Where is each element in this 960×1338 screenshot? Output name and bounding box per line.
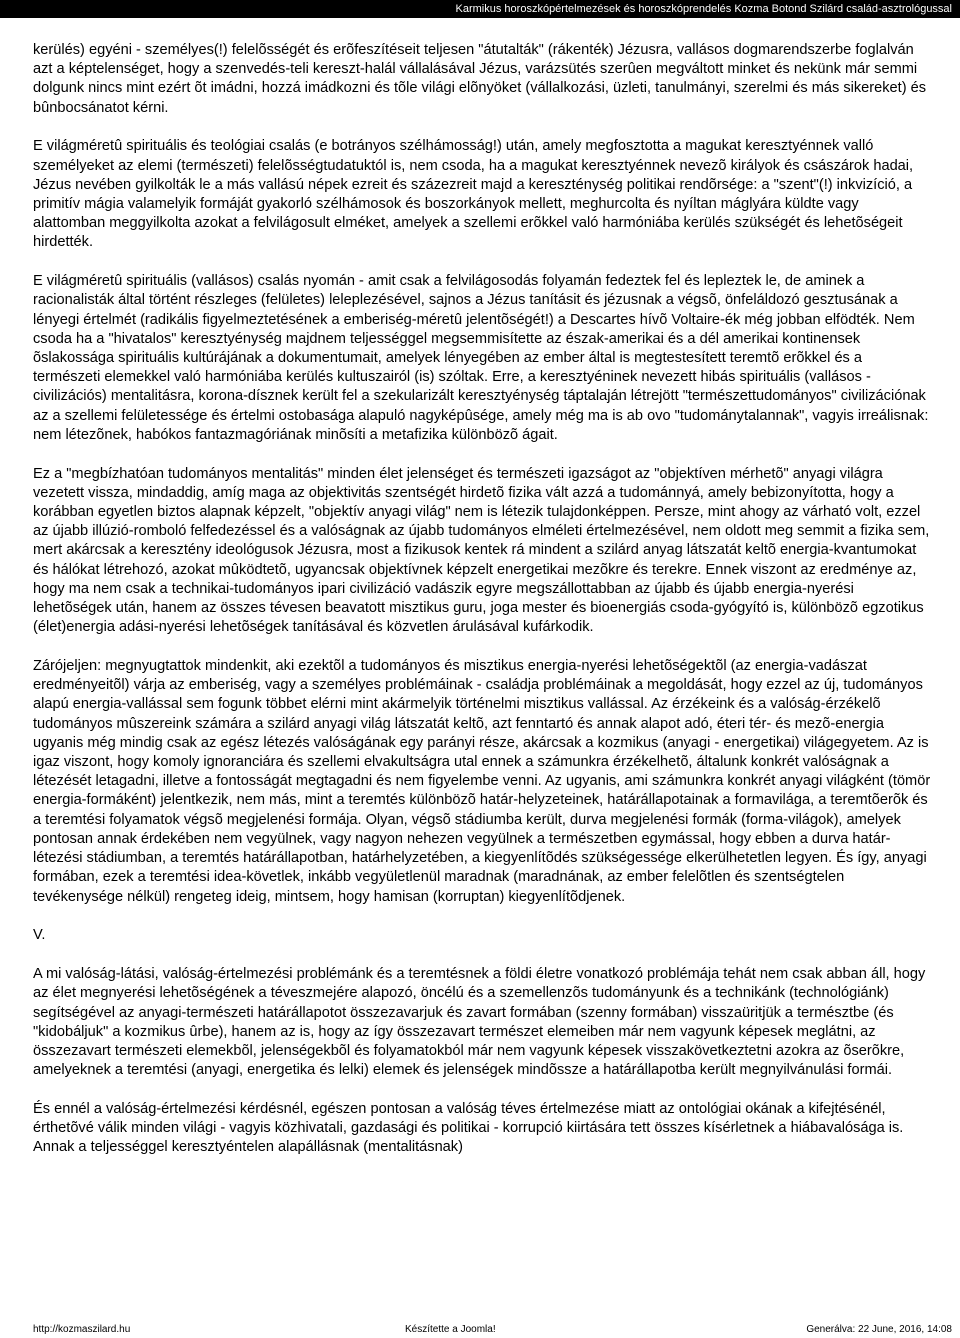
footer-url: http://kozmaszilard.hu	[33, 1324, 131, 1335]
footer-generated-date: Generálva: 22 June, 2016, 14:08	[806, 1324, 952, 1335]
header-bar	[0, 0, 960, 18]
paragraph: Ez a "megbízhatóan tudományos mentalitás" minden élet jelenséget és természeti igazságot az "objektíven mérhetõ" anyagi világra vezetett vissza, mindaddig, amíg maga az objektivitás szentségét hirdetõ fizika vált azzá a tudománnyá, amely bebizonyította, hogy a korábban egyetlen biztos alapnak képzelt, "objektív anyagi világ" nem is létezik tulajdonképpen. Persze, mint ahogy az várható volt, ezzel az újabb illúzió-romboló felfedezéssel és a valóságnak az újabb tudományos elméleti értelmezésével, nem oldott meg semmit a fizika sem, mert akárcsak a keresztény ideológusok Jézusra, most a fizikusok kentek rá mindent a szilárd anyag látszatát keltõ energia-kvantumokat és hálókat létrehozó, azokat mûködtetõ, ugyancsak objektívnek képzelt energetikai mezõkre és terekre. Ennek viszont az eredménye az, hogy ma nem csak a technikai-tudományos ipari civilizáció vadászik egyre megszállottabban az újabb és újabb energia-nyerési lehetõségek után, hanem az összes tévesen beavatott misztikus guru, joga mester és bioenergiás csoda-gyógyító is, különbözõ egzotikus (élet)energia adási-nyerési lehetõségek tanításával és közvetlen árulásával kufárkodik.	[33, 465, 930, 636]
section-numeral: V.	[33, 927, 46, 944]
paragraph: Zárójeljen: megnyugtattok mindenkit, aki ezektõl a tudományos és misztikus energia-nyerési lehetõségektõl (az energia-vadászat eredményeitõl) várja az emberiség, vagy a személyes problémáinak - családja problémáinak a megoldását, hogy ezzel az új, tudományos alapú energia-vallással sem fogunk többet elérni mint akármelyik történelmi misztikus vallással. Az érzékeink és a valóság-érzékelõ tudományos mûszereink számára a szilárd anyagi világ látszatát keltõ, azt fenntartó és annak alapot adó, éteri tér- és mezõ-energia ugyanis még mindig csak az egész létezés valóságának egy parányi része, akárcsak a kozmikus (anyagi - energetikai) világegyetem. Az is igaz viszont, hogy komoly ignoranciára és szellemi elvakultságra utal ennek a számunkra érzékelhetõ, általunk konkrét valóságnak a létezését letagadni, illetve a fontosságát megtagadni és nem figyelembe venni. Az ugyanis, ami számunkra konkrét anyagi világként (tömör energia-formáként) jelentkezik, nem más, mint a teremtés különbözõ határ-helyzeteinek, határállapotainak a formavilága, a teremtõerõk és a teremtési folyamatok végsõ megjelenési formája. Olyan, végsõ stádiumba került, durva megjelenési formák (forma-világok), amelyek pontosan annak érdekében nem vegyülnek, vagy nagyon nehezen vegyülnek a természetben egymással, hogy ebben a durva határ-létezési stádiumban, a teremtés határállapotban, határhelyzetében, a kiegyenlítõdés szükségessége elkerülhetetlen legyen. És így, anyagi formában, ezek a teremtési idea-követlek, inkább vegyületlenül maradnak (maradnának, az ember felelõtlen és szentségtelen tevékenysége nélkül) rengeteg ideig, mintsem, hogy hamisan (korruptan) kiegyenlítõdjenek.	[33, 658, 931, 905]
site-title: Karmikus horoszkópértelmezések és horoszkóprendelés Kozma Botond Szilárd család-asztrológussal	[455, 3, 952, 15]
footer-made-with: Készítette a Joomla!	[405, 1324, 496, 1335]
paragraph: kerülés) egyéni - személyes(!) felelõsségét és erõfeszítéseit teljesen "átutalták" (rákenték) Jézusra, vallásos dogmarendszerbe foglalván azt a képtelenséget, hogy a szenvedés-teli kereszt-halál vállalásával Jézus, varázsütés szerûen megváltott minket és nekünk már semmi dolgunk nincs mint ezért õt imádni, hozzá imádkozni és tõle világi elõnyöket (vállalkozási, üzleti, tanulmányi, szerelmi és más sikereket) és bûnbocsánatot kérni.	[33, 42, 927, 116]
footer	[33, 1323, 952, 1337]
article-body	[33, 41, 933, 1158]
paragraph: A mi valóság-látási, valóság-értelmezési problémánk és a teremtésnek a földi életre vonatkozó problémája tehát nem csak abban áll, hogy az élet megnyerési lehetõségének a téveszmejére alapozó, öncélú és a szemellenzõs tudományunk és a technikánk (technológiánk) segítségével az anyagi-természeti határállapotot összezavarjuk és zavart formában (szenny formában) visszaüritjük a természtbe (és "kidobáljuk" a kozmikus ûrbe), hanem az is, hogy az így összezavart természet elemeiben már nem vagyunk képesek meglátni, az összezavart természeti elemekbõl, jelenségekbõl és folyamatokból már nem vagyunk képesek visszakövetkeztetni azokra az õserõkre, amelyeknek a teremtési (anyagi, energetika és lelki) elemek és jelenségek mindõssze a határállapotba került megnyilvánulási formái.	[33, 966, 926, 1079]
paragraph: E világméretû spirituális (vallásos) csalás nyomán - amit csak a felvilágosodás folyamán fedeztek fel és lepleztek le, de aminek a racionalisták által történt részleges (felületes) leleplezésével, sajnos a Jézus tanításit és jézusnak a végsõ, önfeláldozó gesztusának a lényegi értelmét (radikális figyelmeztetésének a emberiség-méretû jelentõségét!) a Descartes hívõ Voltaire-ék még jobban elfödték. Nem csoda ha a "hivatalos" keresztyénység majdnem teljességgel megsemmisítette az észak-amerikai és a dél amerikai kontinensek õslakossága spirituális kultúrájának a dokumentumait, amelyek lényegében az ember által is megtestesített teremtõ erõkkel és a természeti elemekkel való harmóniába kerülés kultuszairól (is) szóltak. Erre, a keresztyéninek nevezett hibás spirituális (vallásos - civilizációs) mentalitásra, korona-dísznek került fel a szekularizált keresztyénység táptalaján létrejött "természettudományos" civilizációnak az a szellemi felületessége és értelmi ostobasága alapuló nagyképûsége, amely még ma is ab ovo "tudománytalannak", vagyis irreálisnak: nem létezõnek, habókos fantazmagóriának minõsíti a metafizika különbözõ ágait.	[33, 273, 929, 443]
paragraph: E világméretû spirituális és teológiai csalás (e botrányos szélhámosság!) után, amely megfosztotta a magukat keresztyénnek valló személyeket az elemi (természeti) felelõsségtudatuktól is, nem csoda, ha a magukat keresztyénnek nevezõ királyok és császárok hadai, Jézus nevében gyilkolták le a más vallású népek ezreit és százezreit majd a kereszténység politikai rendõrsége: a "szent"(!) inkvizíció, a primitív mágia valamelyik formáját gyakorló szélhámosok és boszorkányok mellett, meghurcolta és nyíltan máglyára küldte vagy alattomban meggyilkolta azokat a felvilágosult elméket, amelyek a szellemi erõkkel való harmóniába kerülés szükségét és lehetõségeit hirdették.	[33, 138, 914, 251]
paragraph: És ennél a valóság-értelmezési kérdésnél, egészen pontosan a valóság téves értelmezése miatt az ontológiai okának a kifejtésénél, érthetõvé válik minden világi - vagyis közhivatali, gazdasági és politikai - korrupció kiirtására tett összes kísérletnek a hiábavalósága is. Annak a teljességgel keresztyéntelen alapállásnak (mentalitásnak)	[33, 1100, 904, 1156]
